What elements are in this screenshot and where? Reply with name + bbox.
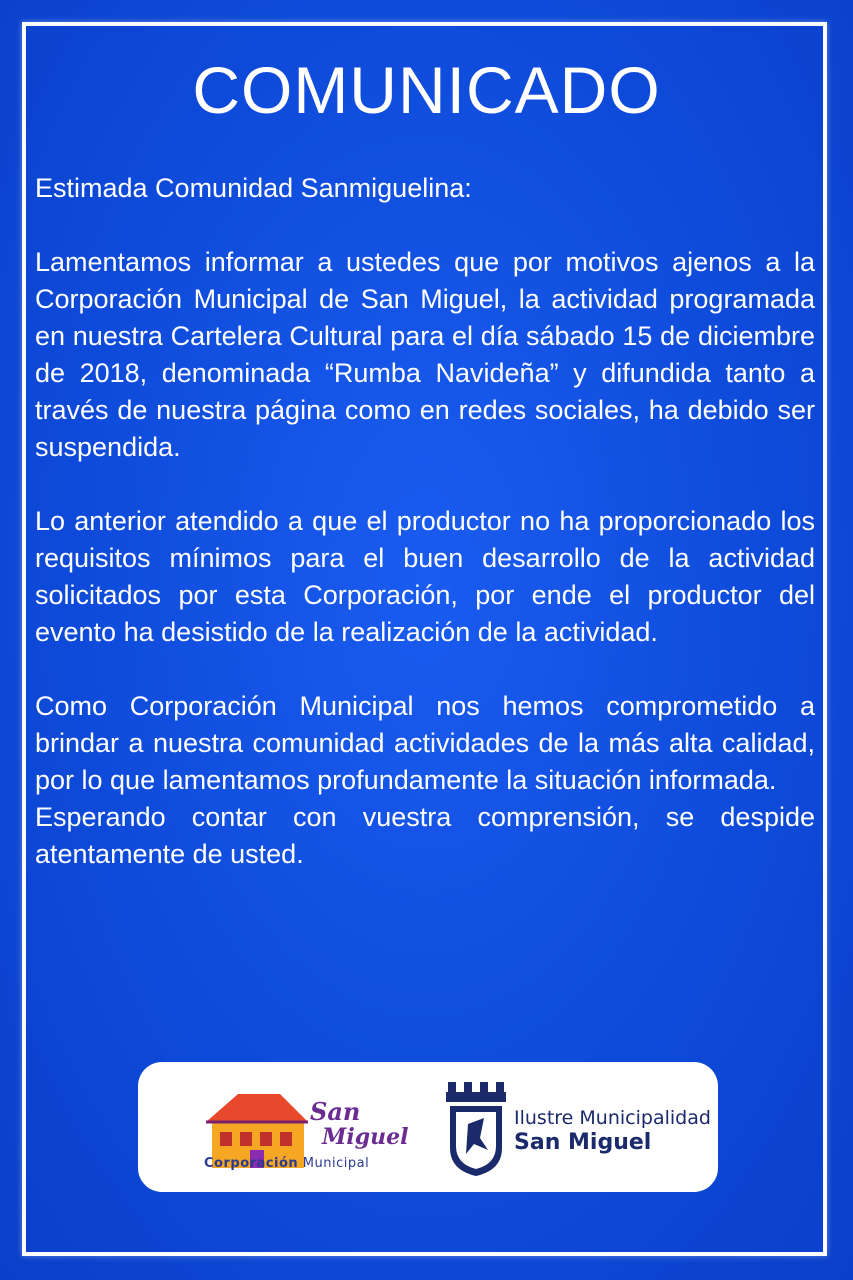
municipalidad-line-1: Ilustre Municipalidad: [514, 1107, 711, 1129]
municipalidad-name: [514, 1106, 711, 1156]
logo-word-san: San: [310, 1097, 361, 1126]
municipal-shield-icon: [444, 1078, 508, 1178]
corporacion-caption: Corporación Municipal: [204, 1156, 370, 1171]
page-title: COMUNICADO: [192, 53, 661, 127]
logo-panel: [138, 1062, 718, 1192]
paragraph-1: Lamentamos informar a ustedes que por motivos ajenos a la Corporación Municipal de San Miguel, la actividad programada en nuestra Cartelera Cultural para el día sábado 15 de diciembre de 2018, denominada “Rumba Navideña” y difundida tanto a través de nuestra página como en redes sociales, ha debido ser suspendida.: [35, 247, 815, 462]
greeting: Estimada Comunidad Sanmiguelina:: [35, 173, 472, 203]
logo-word-miguel: Miguel: [322, 1124, 409, 1150]
municipalidad-line-2: San Miguel: [514, 1130, 652, 1155]
announcement-body: [35, 170, 815, 873]
paragraph-4: Esperando contar con vuestra comprensión, se despide atentamente de usted.: [35, 802, 815, 869]
paragraph-2: Lo anterior atendido a que el productor no ha proporcionado los requisitos mínimos para el buen desarrollo de la actividad solicitados por esta Corporación, por ende el productor del evento ha desistido de la realización de la actividad.: [35, 506, 815, 647]
paragraph-3: Como Corporación Municipal nos hemos comprometido a brindar a nuestra comunidad actividades de la más alta calidad, por lo que lamentamos profundamente la situación informada.: [35, 691, 815, 795]
